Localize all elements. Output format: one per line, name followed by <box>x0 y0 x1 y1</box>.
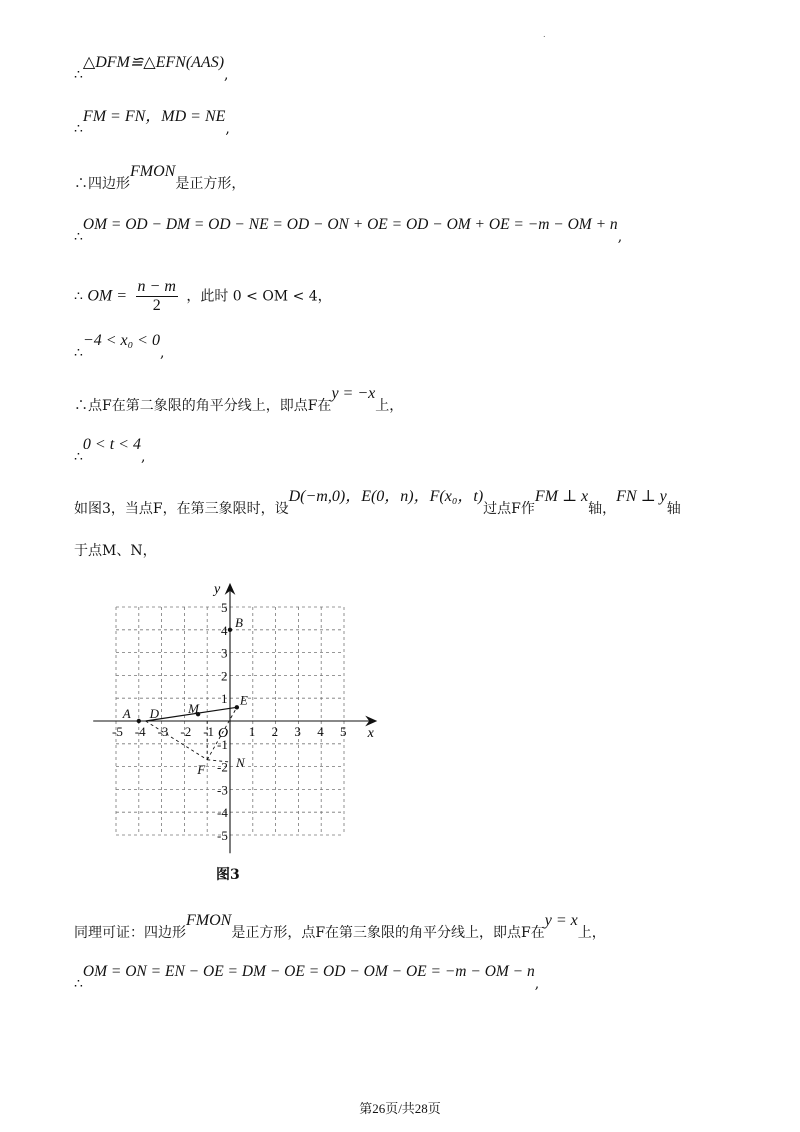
math-om-chain: OM = OD − DM = OD − NE = OD − ON + OE = OD − OM + OE = −m − OM + n <box>82 216 618 233</box>
y-tick-label: 2 <box>221 668 228 684</box>
para-text: 过点F作 <box>483 501 535 517</box>
point-e-dot <box>235 705 239 709</box>
math-fmon-2: FMON <box>186 912 232 929</box>
line-square <box>74 163 246 193</box>
y-tick-label: -4 <box>217 805 228 821</box>
line-equal-sides <box>74 108 230 138</box>
x-tick-label: -2 <box>180 724 192 739</box>
x-tick-label: -4 <box>134 724 146 739</box>
line-last-chain <box>74 963 540 993</box>
line-x0-range <box>74 332 165 362</box>
corner-mark: . <box>543 30 546 39</box>
page-footer: 第26页/共28页 <box>359 1101 441 1116</box>
point-m-label: M <box>188 701 199 717</box>
punct: , <box>140 449 146 465</box>
y-tick-label: -2 <box>217 759 228 775</box>
x-tick-label: 2 <box>271 724 279 739</box>
therefore-symbol: ∴ <box>74 67 83 83</box>
point-f-label: F <box>197 761 206 777</box>
axis-x-label: x <box>367 726 374 741</box>
therefore-symbol: ∴ <box>74 449 83 465</box>
fraction <box>136 278 178 315</box>
math-t-range: 0 < t < 4 <box>82 436 141 453</box>
y-tick-label: -5 <box>217 828 228 843</box>
math-fmon: FMON <box>130 163 176 180</box>
point-b-dot <box>228 628 232 632</box>
math-congruence: △DFM≌△EFN(AAS) <box>82 54 225 71</box>
point-n-label: N <box>236 755 245 771</box>
x-tick-labels <box>112 724 347 739</box>
para-text: 上， <box>577 925 606 941</box>
punct: , <box>159 345 165 361</box>
therefore-symbol: ∴ <box>74 345 83 361</box>
point-b-label: B <box>235 614 243 630</box>
line-second-quadrant <box>74 385 404 415</box>
punct: , <box>617 229 623 245</box>
x-tick-label: -5 <box>112 724 123 739</box>
fraction-denominator: 2 <box>152 297 161 314</box>
y-tick-label: 3 <box>221 645 228 661</box>
line-t-range <box>74 436 146 466</box>
point-d-label: D <box>149 706 160 721</box>
line-congruence <box>74 54 229 84</box>
math-equal-sides: FM = FN，MD = NE <box>82 108 226 125</box>
math-x0-range: −4 < x₀ < 0 <box>82 332 160 349</box>
para-text: 同理可证：四边形 <box>74 925 186 941</box>
punct: , <box>225 121 230 137</box>
math-y-neg-x: y = −x <box>331 385 376 402</box>
x-tick-label: 5 <box>340 724 347 739</box>
para-text: 轴 <box>666 501 681 517</box>
point-a-dot <box>137 719 141 723</box>
math-fm-perp: FM ⊥ x <box>534 488 589 505</box>
math-om-lhs: OM = <box>87 287 128 305</box>
line-text: 上， <box>375 398 404 414</box>
line-text: 是正方形， <box>175 176 246 192</box>
axis-y-label: y <box>214 581 221 597</box>
para-fig3-line1 <box>74 488 681 518</box>
line-text: ，此时 0 < OM < 4， <box>186 288 332 305</box>
math-y-eq-x: y = x <box>544 912 578 929</box>
para-text: 轴， <box>588 501 617 517</box>
para-text: 如图3，当点F，在第三象限时，设 <box>74 501 289 517</box>
line-text: ∴点F在第二象限的角平分线上，即点F在 <box>74 398 332 414</box>
para-same-proof <box>74 912 606 942</box>
para-fig3-line2 <box>74 542 157 560</box>
math-last-chain: OM = ON = EN − OE = DM − OE = OD − OM − OE = −m − OM − n <box>82 963 535 980</box>
line-om-fraction <box>74 278 332 315</box>
x-tick-label: 1 <box>248 724 256 739</box>
y-tick-label: 5 <box>221 600 228 615</box>
point-a-label: A <box>122 706 131 721</box>
x-tick-label: 4 <box>317 724 324 739</box>
segment-df <box>146 721 208 760</box>
y-tick-label: 1 <box>221 691 228 707</box>
math-fn-perp: FN ⊥ y <box>616 488 667 505</box>
y-tick-label: -3 <box>217 782 228 798</box>
points <box>122 615 248 777</box>
y-tick-label: 4 <box>221 622 228 638</box>
therefore-symbol: ∴ <box>74 229 83 245</box>
x-tick-label: -1 <box>203 724 215 739</box>
fraction-numerator: n − m <box>137 278 176 295</box>
therefore-symbol: ∴ <box>74 121 83 137</box>
coordinate-figure <box>84 576 384 886</box>
point-e-label: E <box>239 692 248 708</box>
origin-label: O <box>218 726 229 741</box>
line-text: ∴四边形 <box>74 176 130 192</box>
para-text: 于点M、N， <box>74 543 157 559</box>
para-text: 是正方形，点F在第三象限的角平分线上，即点F在 <box>231 925 545 941</box>
therefore-symbol: ∴ <box>74 288 83 305</box>
math-points: D(−m,0)，E(0，n)，F(x₀，t) <box>288 488 484 505</box>
figure-caption: 图3 <box>216 867 240 883</box>
punct: , <box>534 976 540 992</box>
punct: , <box>224 67 229 83</box>
therefore-symbol: ∴ <box>74 976 83 992</box>
y-tick-label: -1 <box>217 736 228 752</box>
x-tick-label: -3 <box>157 724 169 739</box>
line-om-chain <box>74 216 623 246</box>
x-tick-label: 3 <box>294 724 301 739</box>
